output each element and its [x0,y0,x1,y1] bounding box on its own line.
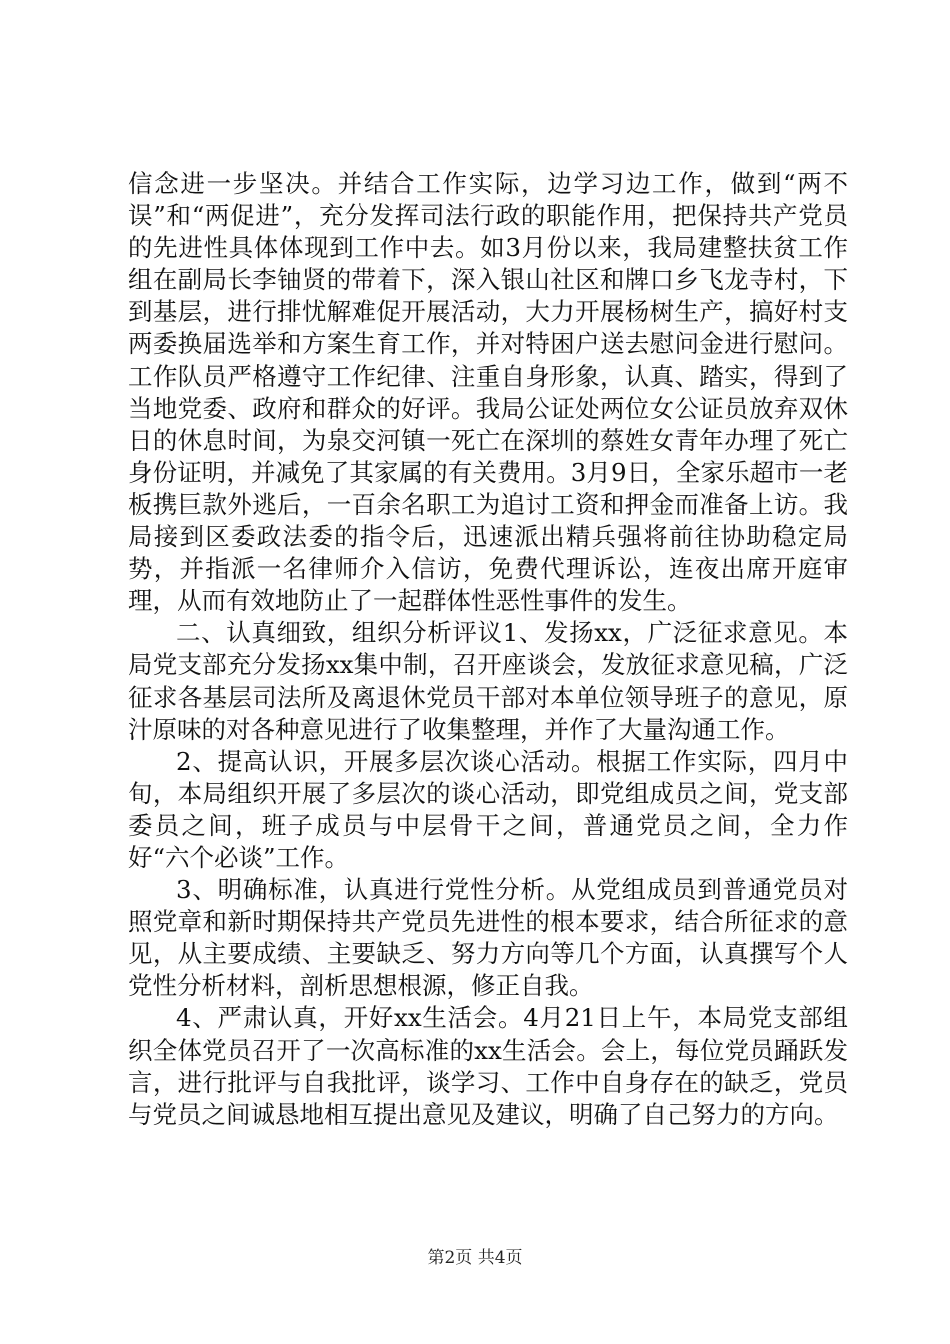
page-footer: 第2页 共4页 [427,1248,523,1268]
paragraph-2: 二、认真细致，组织分析评议1、发扬xx，广泛征求意见。本局党支部充分发扬xx集中制，召开座谈会，发放征求意见稿，广泛征求各基层司法所及离退休党员干部对本单位领导班子的意见，原汁原味的对各种意见进行了收集整理，并作了大量沟通工作。 [128,618,848,744]
paragraph-1: 信念进一步坚决。并结合工作实际，边学习边工作，做到“两不误”和“两促进”，充分发挥司法行政的职能作用，把保持共产党员的先进性具体体现到工作中去。如3月份以来，我局建整扶贫工作组在副局长李铀贤的带着下，深入银山社区和牌口乡飞龙寺村，下到基层，进行排忧解难促开展活动，大力开展杨树生产，搞好村支两委换届选举和方案生育工作，并对特困户送去慰问金进行慰问。工作队员严格遵守工作纪律、注重自身形象，认真、踏实，得到了当地党委、政府和群众的好评。我局公证处两位女公证员放弃双休日的休息时间，为泉交河镇一死亡在深圳的蔡姓女青年办理了死亡身份证明，并减免了其家属的有关费用。3月9日，全家乐超市一老板携巨款外逃后，一百余名职工为追讨工资和押金而准备上访。我局接到区委政法委的指令后，迅速派出精兵强将前往协助稳定局势，并指派一名律师介入信访，免费代理诉讼，连夜出席开庭审理，从而有效地防止了一起群体性恶性事件的发生。 [128,169,848,616]
paragraph-4: 3、明确标准，认真进行党性分析。从党组成员到普通党员对照党章和新时期保持共产党员先进性的根本要求，结合所征求的意见，从主要成绩、主要缺乏、努力方向等几个方面，认真撰写个人党性分析材料，剖析思想根源，修正自我。 [128,875,848,1001]
paragraph-3: 2、提高认识，开展多层次谈心活动。根据工作实际，四月中旬，本局组织开展了多层次的谈心活动，即党组成员之间，党支部委员之间，班子成员与中层骨干之间，普通党员之间，全力作好“六个必谈”工作。 [128,746,848,872]
paragraph-5: 4、严肃认真，开好xx生活会。4月21日上午，本局党支部组织全体党员召开了一次高标准的xx生活会。会上，每位党员踊跃发言，进行批评与自我批评，谈学习、工作中自身存在的缺乏，党员与党员之间诚恳地相互提出意见及建议，明确了自己努力的方向。 [128,1003,848,1129]
document-body [128,168,848,1131]
